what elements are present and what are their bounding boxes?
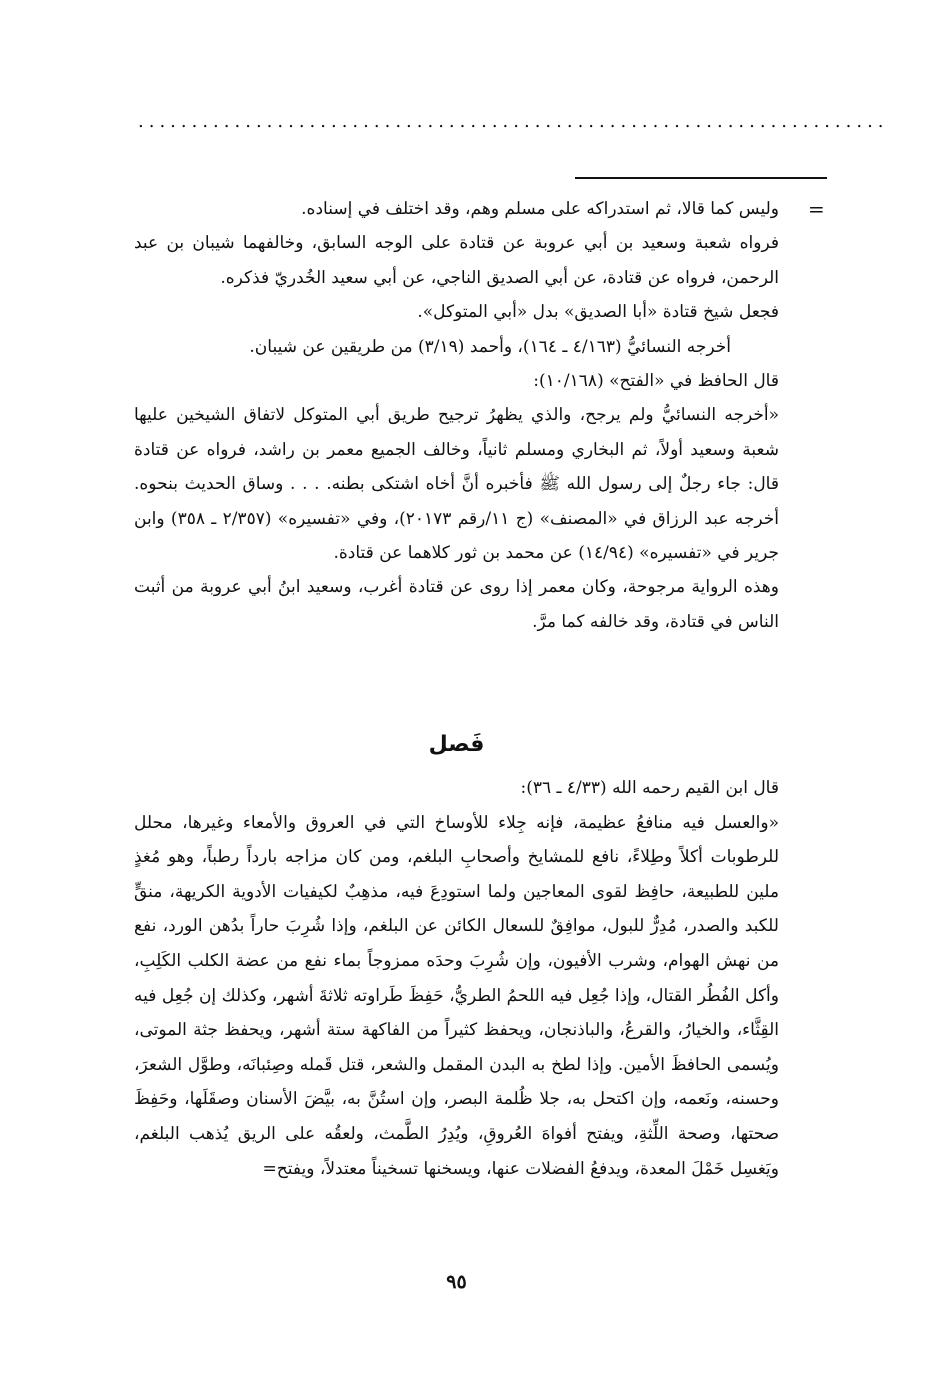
page-number: ٩٥ (446, 1271, 467, 1293)
footnote-paragraph: وليس كما قالا، ثم استدراكه على مسلم وهم، وقد اختلف في إسناده. (301, 199, 779, 219)
footnote-paragraph: قال الحافظ في «الفتح» (١٠/١٦٨): (533, 371, 779, 392)
footnote-rule (575, 177, 827, 179)
footnote-paragraph: فرواه شعبة وسعيد بن أبي عروبة عن قتادة على الوجه السابق، وخالفهما شيبان بن عبد الرحمن، فرواه عن قتادة، عن أبي الصديق الناجي، عن أبي سعيد الخُدريّ فذكره. (134, 233, 779, 288)
main-text (134, 771, 779, 1186)
dotted-separator: ...................................................................... (138, 111, 889, 132)
footnote-paragraph: وهذه الرواية مرجوحة، وكان معمر إذا روى عن قتادة أغرب، وسعيد ابنُ أبي عروبة من أثبت الناس في قتادة، وقد خالفه كما مرَّ. (134, 577, 779, 632)
footnote-paragraph: أخرجه النسائيُّ (٤/١٦٣ ـ ١٦٤)، وأحمد (٣/١٩) من طريقين عن شيبان. (249, 336, 731, 357)
body-paragraph: قال ابن القيم رحمه الله (٤/٣٣ ـ ٣٦): (520, 778, 779, 798)
section-heading: فَصل (428, 732, 485, 757)
body-paragraph: «والعسل فيه منافعُ عظيمة، فإنه جِلاء للأوساخ التي في العروق والأمعاء وغيرها، محلل للرطوبات أكلاً وطِلاءً، نافع للمشايخ وأصحابِ البلغم، ومن كان مزاجه بارداً رطباً، وهو مُغذٍ ملين للطبيعة، حافِظ لقوى المعاجين ولما استودِعَ فيه، مذهِبٌ لكيفيات الأدوية الكريهة، منقٍّ للكبد والصدر، مُدِرٌّ للبول، موافِقٌ للسعال الكائن عن البلغم، وإذا شُرِبَ حاراً بدُهن الورد، نفع من نهش الهوام، وشرب الأفيون، وإن شُرِبَ وحدَه ممزوجاً بماء نفع من عضة الكلب الكَلِبِ، وأكل الفُطُر القتال، وإذا جُعِل فيه اللحمُ الطريُّ، حَفِظَ طَراوته ثلاثةَ أشهر، وكذلك إن جُعِل فيه القِثَّاء، والخيارُ، والقرعُ، والباذنجان، ويحفظ كثيراً من الفاكهة ستة أشهر، ويحفظ جثة الموتى، ويُسمى الحافظَ الأمين. وإذا لطخ به البدن المقمل والشعر، قتل قَمله وصِئبانَه، وطوَّل الشعرَ، وحسنه، ونَعمه، وإن اكتحل به، جلا ظُلمة البصر، وإن استُنَّ به، بيَّضَ الأسنان وصقَلَها، وحَفِظَ صحتها، وصحة اللِّثةِ، ويفتح أفواهَ العُروقِ، ويُدِرُ الطَّمث، ولعقُه على الريق يُذهب البلغم، ويَغسِل خَمْلَ المعدة، ويدفعُ الفضلات عنها، ويسخنها تسخيناً معتدلاً، ويفتح= (134, 812, 779, 1179)
footnote-paragraph: فجعل شيخ قتادة «أبا الصديق» بدل «أبي المتوكل». (417, 302, 779, 323)
footnotes-section (134, 192, 779, 639)
footnote-paragraph: «أخرجه النسائيُّ ولم يرجح، والذي يظهرُ ترجيح طريق أبي المتوكل لاتفاق الشيخين عليها شعبة وسعيد أولاً، ثم البخاري ومسلم ثانياً، وخالف الجميع معمر بن راشد، فرواه عن قتادة قال: جاء رجلٌ إلى رسول الله ﷺ فأخبره أنَّ أخاه اشتكى بطنه. . . . وساق الحديث بنحوه. أخرجه عبد الرزاق في «المصنف» (ج ١١/رقم ٢٠١٧٣)، وفي «تفسيره» (٢/٣٥٧ ـ ٣٥٨) وابن جرير في «تفسيره» (١٤/٩٤) عن محمد بن ثور كلاهما عن قتادة. (134, 405, 780, 564)
footnote-continuation-mark: = (808, 197, 825, 221)
